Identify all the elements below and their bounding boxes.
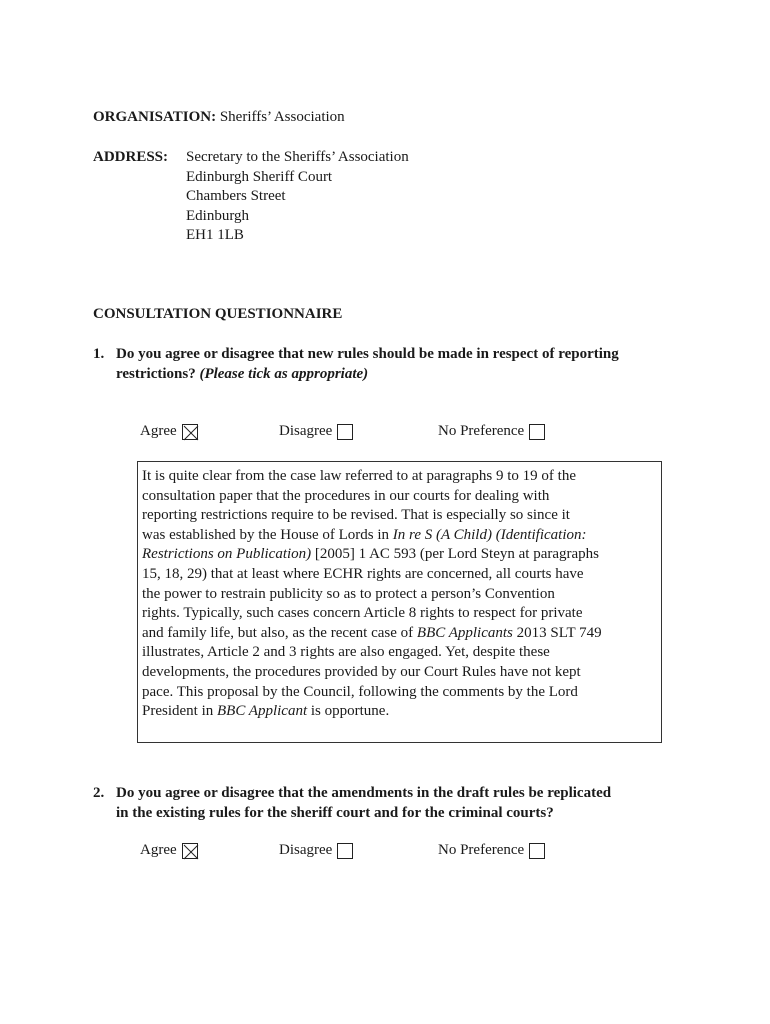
q2-agree-checkbox[interactable] [182, 843, 198, 859]
question-1-number: 1. [93, 346, 105, 362]
answer-line: and family life, but also, as the recent case of BBC Applicants 2013 SLT 749 [142, 624, 602, 641]
answer-line: the power to restrain publicity so as to protect a person’s Convention [142, 585, 555, 602]
address-line: Edinburgh [186, 207, 250, 224]
q1-option-no-preference[interactable] [438, 423, 545, 440]
case-citation: Restrictions on Publication) [142, 546, 312, 563]
q2-disagree-label: Disagree [279, 842, 333, 858]
answer-line: developments, the procedures provided by our Court Rules have not kept [142, 663, 581, 680]
answer-line: illustrates, Article 2 and 3 rights are also engaged. Yet, despite these [142, 644, 550, 661]
question-2-line1: Do you agree or disagree that the amendments in the draft rules be replicated [116, 785, 612, 801]
q1-agree-checkbox[interactable] [182, 424, 198, 440]
answer-line: pace. This proposal by the Council, following the comments by the Lord [142, 683, 578, 700]
q1-agree-label: Agree [140, 423, 177, 439]
answer-line: President in BBC Applicant is opportune. [142, 703, 390, 720]
question-2-line2: in the existing rules for the sheriff court and for the criminal courts? [116, 804, 554, 821]
checked-cross-icon [183, 844, 199, 860]
question-2-number: 2. [93, 785, 105, 801]
address-line: Edinburgh Sheriff Court [186, 168, 333, 185]
organisation-label: ORGANISATION: [93, 109, 217, 125]
address-label: ADDRESS: [93, 149, 169, 165]
question-1-line1: Do you agree or disagree that new rules should be made in respect of reporting [116, 346, 619, 362]
q2-option-agree[interactable] [140, 842, 198, 859]
q2-disagree-checkbox[interactable] [337, 843, 353, 859]
address-line: Chambers Street [186, 188, 286, 204]
questionnaire-heading: CONSULTATION QUESTIONNAIRE [93, 306, 343, 322]
case-citation: BBC Applicants [416, 624, 513, 641]
answer-line: It is quite clear from the case law referred to at paragraphs 9 to 19 of the [142, 468, 576, 484]
q1-no-preference-checkbox[interactable] [529, 424, 545, 440]
q2-no-preference-checkbox[interactable] [529, 843, 545, 859]
question-1-note: (Please tick as appropriate) [199, 365, 369, 382]
answer-line: was established by the House of Lords in In re S (A Child) (Identification: [142, 526, 587, 543]
q2-option-no-preference[interactable] [438, 842, 545, 859]
q2-no-preference-label: No Preference [438, 842, 525, 858]
organisation-value: Sheriffs’ Association [219, 109, 345, 125]
question-2-text [116, 784, 611, 823]
question-1-line2 [116, 365, 619, 385]
question-1-line2-text: restrictions? [116, 365, 196, 382]
question-1-text [116, 345, 619, 384]
checked-cross-icon [183, 425, 199, 441]
q1-option-agree[interactable] [140, 423, 198, 440]
case-citation: BBC Applicant [217, 703, 308, 720]
q2-agree-label: Agree [140, 842, 177, 858]
address-line: Secretary to the Sheriffs’ Association [186, 149, 409, 165]
answer-line: Restrictions on Publication) [2005] 1 AC 593 (per Lord Steyn at paragraphs [142, 546, 600, 563]
q1-no-preference-label: No Preference [438, 423, 525, 439]
case-citation: In re S (A Child) (Identification: [392, 526, 587, 543]
address-block [186, 148, 409, 246]
q1-disagree-label: Disagree [279, 423, 333, 439]
q1-option-disagree[interactable] [279, 423, 353, 440]
q2-option-disagree[interactable] [279, 842, 353, 859]
answer-line: 15, 18, 29) that at least where ECHR rights are concerned, all courts have [142, 565, 584, 582]
organisation-row [93, 108, 345, 128]
q1-disagree-checkbox[interactable] [337, 424, 353, 440]
answer-line: rights. Typically, such cases concern Article 8 rights to respect for private [142, 605, 583, 622]
answer-line: reporting restrictions require to be revised. That is especially so since it [142, 507, 570, 524]
answer-line: consultation paper that the procedures in our courts for dealing with [142, 487, 550, 504]
q1-answer-box[interactable] [137, 461, 662, 743]
address-line: EH1 1LB [186, 227, 244, 243]
